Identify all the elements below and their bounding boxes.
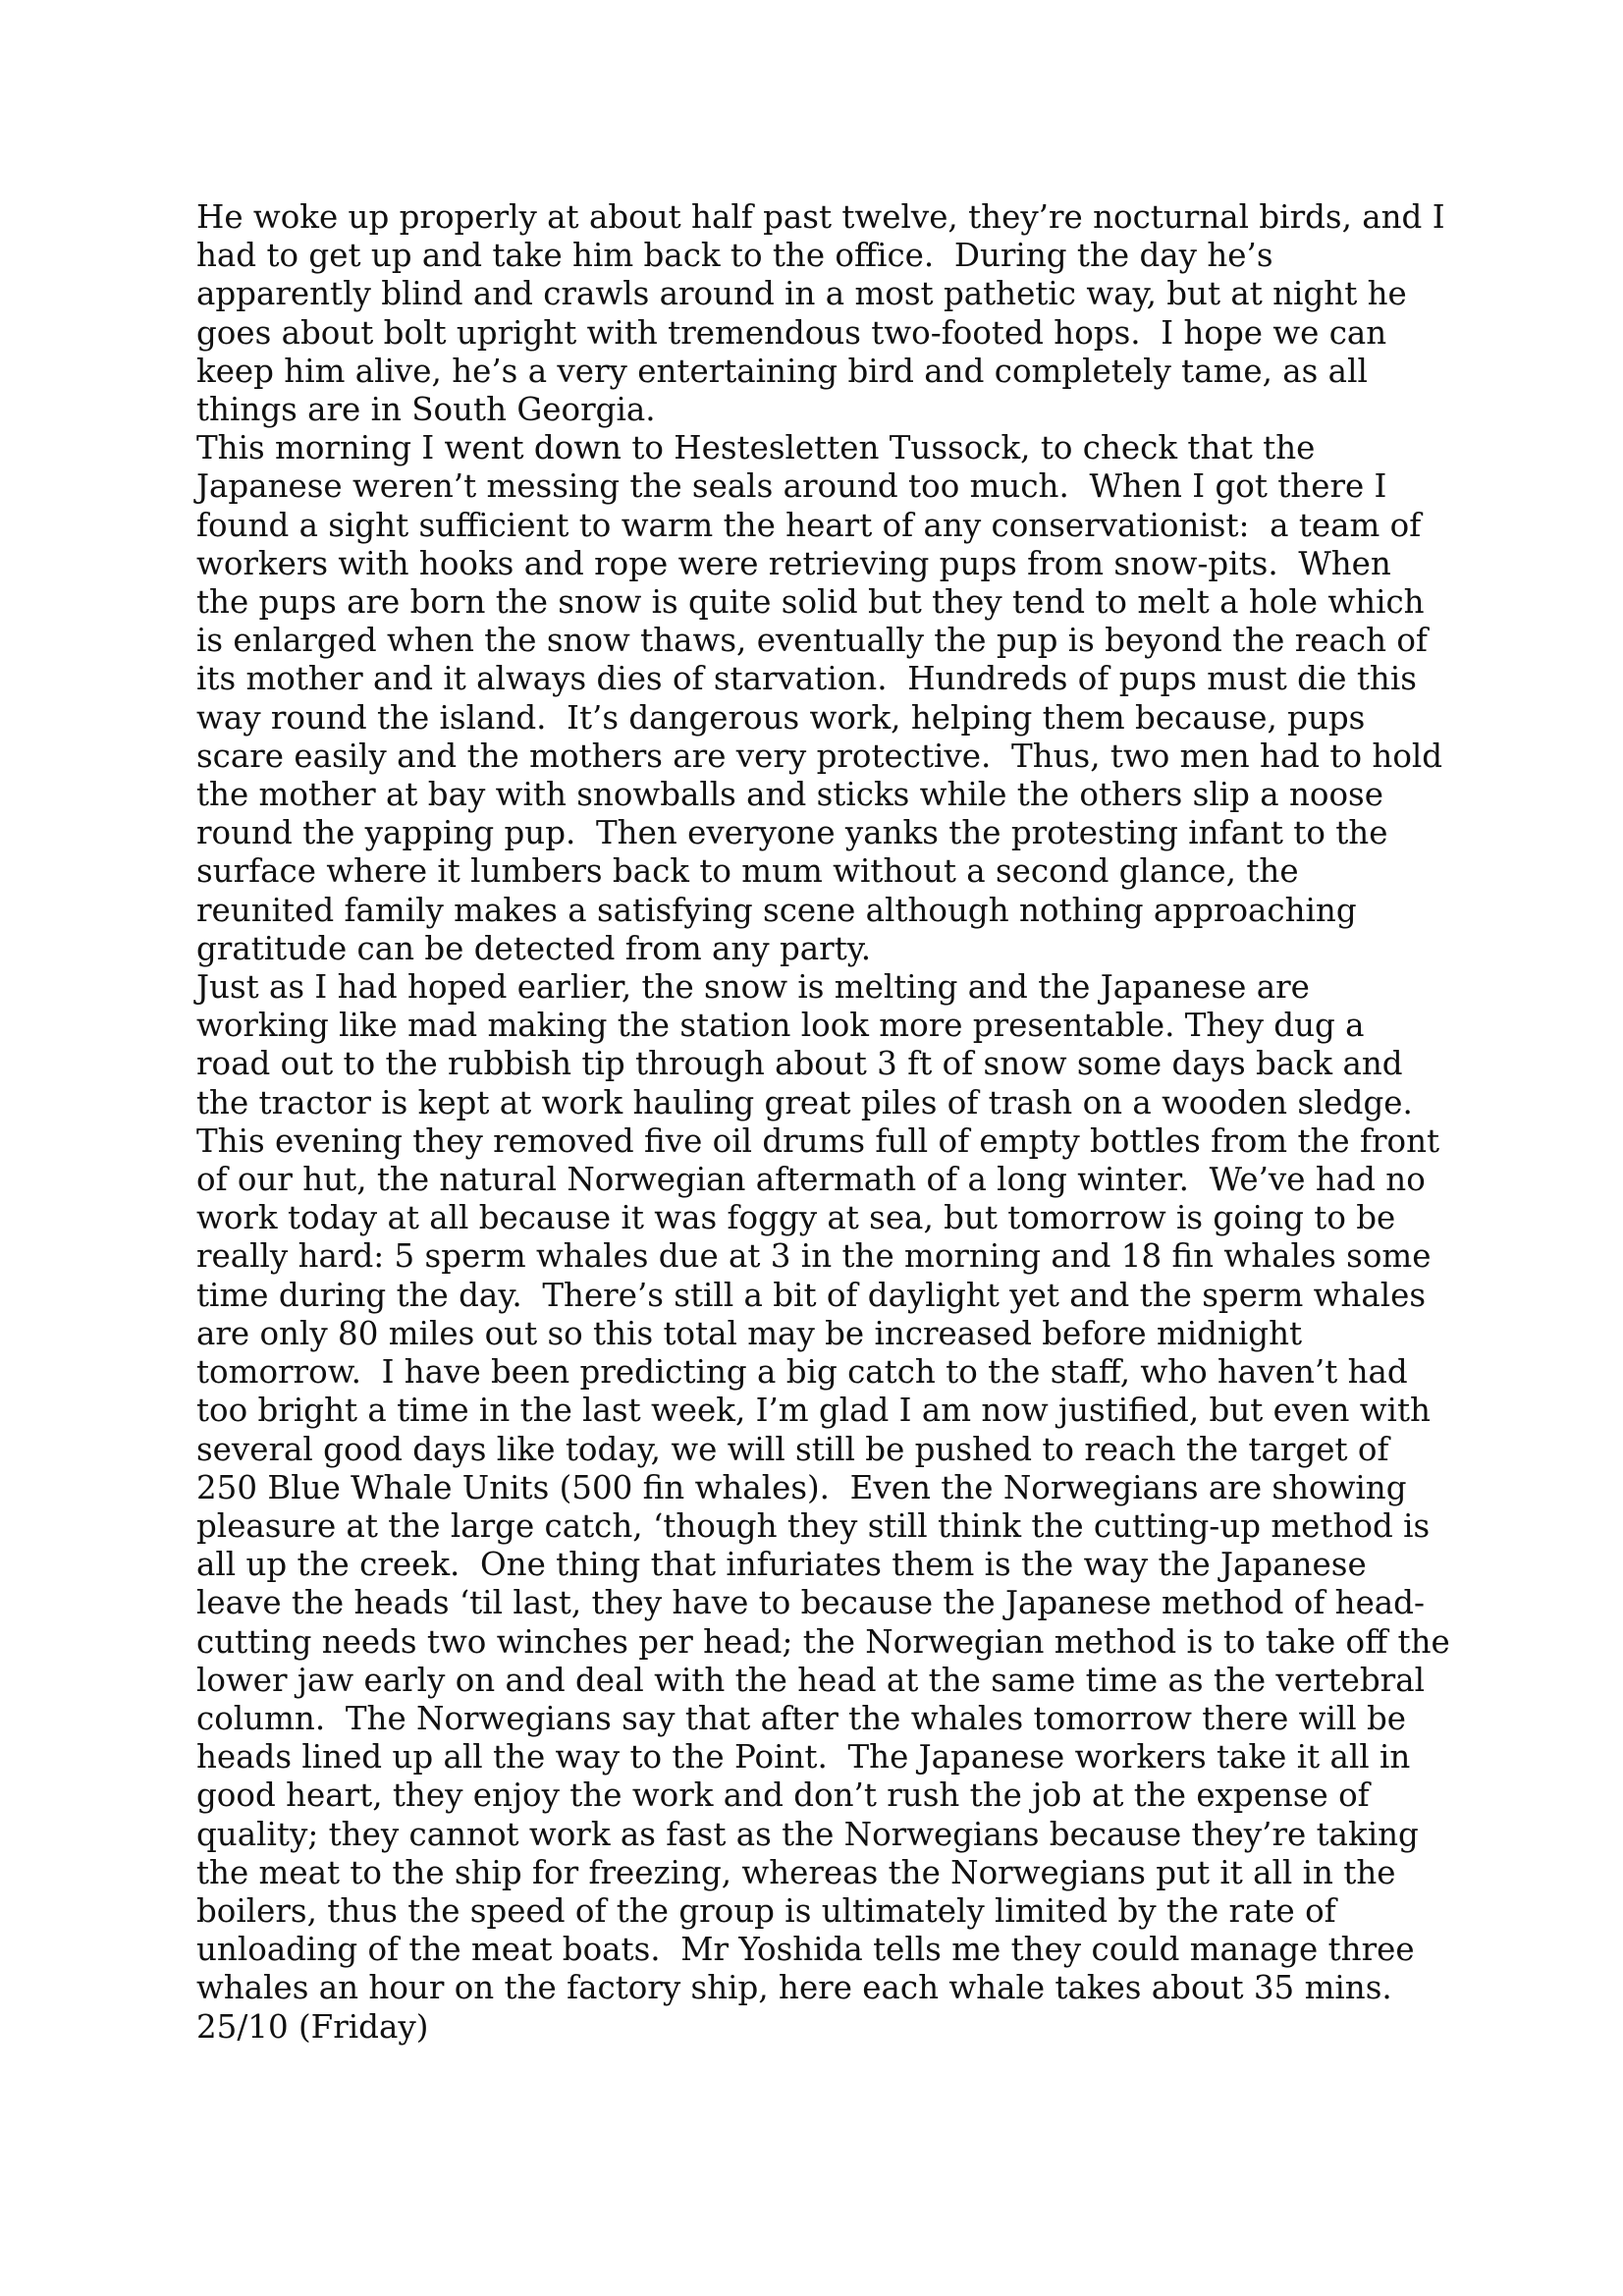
text-line: the pups are born the snow is quite solid but they tend to melt a hole which [196,583,1425,622]
text-line: 250 Blue Whale Units (500 fin whales). Even the Norwegians are showing [196,1468,1407,1506]
text-line: quality; they cannot work as fast as the Norwegians because they’re taking [196,1815,1419,1853]
text-line: is enlarged when the snow thaws, eventually the pup is beyond the reach of [196,622,1428,660]
text-line: This morning I went down to Hestesletten Tussock, to check that the [196,429,1316,467]
text-line: tomorrow. I have been predicting a big catch to the staff, who haven’t had [196,1353,1408,1392]
text-line: whales an hour on the factory ship, here each whale takes about 35 mins. [196,1969,1392,2007]
text-line: gratitude can be detected from any party. [196,929,872,967]
text-line: road out to the rubbish tip through about 3 ft of snow some days back and [196,1045,1403,1083]
text-line: 25/10 (Friday) [196,2007,429,2046]
text-line: cutting needs two winches per head; the Norwegian method is to take off the [196,1622,1450,1661]
text-line: things are in South Georgia. [196,391,656,429]
text-line: really hard: 5 sperm whales due at 3 in the morning and 18 fin whales some [196,1237,1432,1276]
text-line: Japanese weren’t messing the seals around too much. When I got there I [196,467,1387,506]
text-line: He woke up properly at about half past twelve, they’re nocturnal birds, and I [196,198,1445,236]
text-line: keep him alive, he’s a very entertaining bird and completely tame, as all [196,352,1368,390]
text-line: lower jaw early on and deal with the head at the same time as the vertebral [196,1661,1425,1699]
text-line: Just as I had hoped earlier, the snow is melting and the Japanese are [196,968,1310,1007]
text-line: scare easily and the mothers are very protective. Thus, two men had to hold [196,737,1443,775]
text-line: working like mad making the station look more presentable. They dug a [196,1007,1365,1045]
text-line: This evening they removed five oil drums full of empty bottles from the front [196,1121,1440,1160]
text-line: its mother and it always dies of starvation. Hundreds of pups must die this [196,660,1417,698]
document-page [196,198,1463,2047]
text-line: the tractor is kept at work hauling great piles of trash on a wooden sledge. [196,1083,1413,1121]
text-line: time during the day. There’s still a bit of daylight yet and the sperm whales [196,1276,1427,1314]
text-line: the mother at bay with snowballs and sticks while the others slip a noose [196,776,1383,814]
text-line: reunited family makes a satisfying scene although nothing approaching [196,891,1357,929]
text-line: the meat to the ship for freezing, whereas the Norwegians put it all in the [196,1853,1396,1891]
text-line: pleasure at the large catch, ‘though they still think the cutting-up method is [196,1506,1431,1545]
text-line: had to get up and take him back to the office. During the day he’s [196,237,1273,275]
text-line: unloading of the meat boats. Mr Yoshida tells me they could manage three [196,1931,1415,1969]
text-line: apparently blind and crawls around in a most pathetic way, but at night he [196,275,1407,313]
text-line: boilers, thus the speed of the group is ultimately limited by the rate of [196,1891,1336,1930]
text-line: good heart, they enjoy the work and don’t rush the job at the expense of [196,1777,1370,1815]
text-line: surface where it lumbers back to mum without a second glance, the [196,852,1299,891]
text-line: all up the creek. One thing that infuriates them is the way the Japanese [196,1546,1367,1584]
text-line: way round the island. It’s dangerous work, helping them because, pups [196,698,1366,737]
text-line: round the yapping pup. Then everyone yanks the protesting infant to the [196,814,1388,852]
text-line: goes about bolt upright with tremendous two-footed hops. I hope we can [196,313,1387,352]
text-line: workers with hooks and rope were retrieving pups from snow-pits. When [196,544,1391,582]
text-line: several good days like today, we will still be pushed to reach the target of [196,1430,1389,1468]
text-line: of our hut, the natural Norwegian aftermath of a long winter. We’ve had no [196,1161,1426,1199]
text-line: heads lined up all the way to the Point. The Japanese workers take it all in [196,1738,1411,1777]
text-line: column. The Norwegians say that after the whales tomorrow there will be [196,1699,1407,1737]
text-line: too bright a time in the last week, I’m glad I am now justified, but even with [196,1392,1431,1430]
text-line: are only 80 miles out so this total may be increased before midnight [196,1314,1303,1352]
text-line: leave the heads ‘til last, they have to because the Japanese method of head- [196,1584,1425,1622]
text-line: work today at all because it was foggy at sea, but tomorrow is going to be [196,1199,1396,1237]
text-line: found a sight sufficient to warm the heart of any conservationist: a team of [196,506,1422,544]
